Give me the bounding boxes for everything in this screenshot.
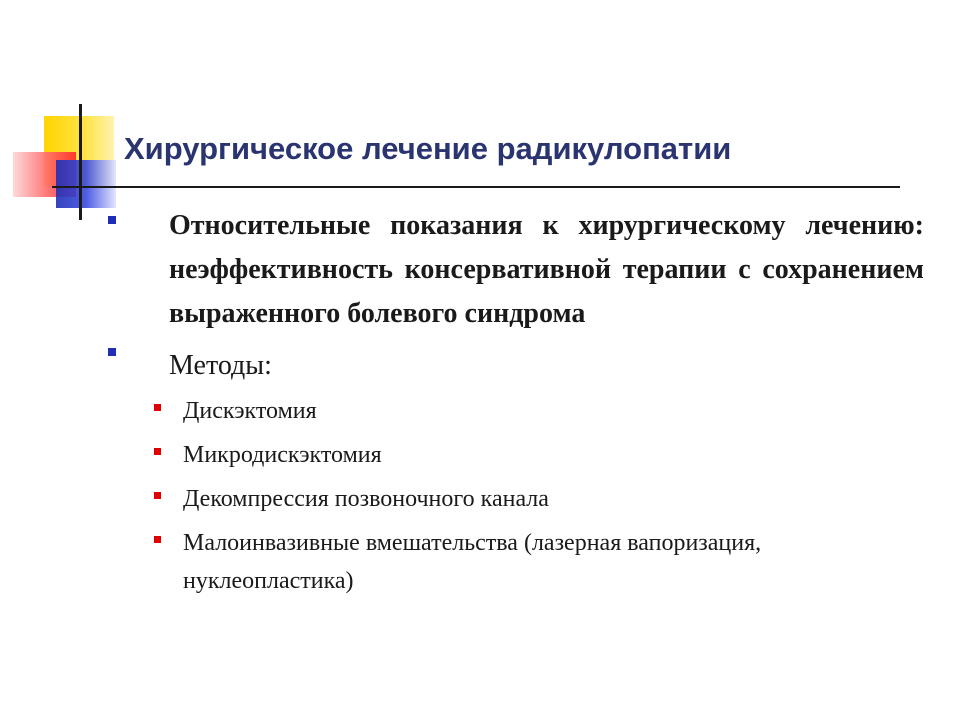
- slide-content: [108, 204, 924, 600]
- square-bullet-icon: [154, 404, 161, 411]
- list-item-text: Малоинвазивные вмешательства (лазерная вапоризация, нуклеопластика): [183, 530, 762, 594]
- list-item: [154, 480, 924, 518]
- decor-blue-square: [56, 160, 116, 208]
- title-underline: [52, 186, 900, 188]
- square-bullet-icon: [154, 492, 161, 499]
- bullet-methods: [108, 346, 924, 386]
- list-item: [154, 436, 924, 474]
- bullet-indications: [108, 204, 924, 336]
- slide-title: Хирургическое лечение радикулопатии: [124, 131, 732, 166]
- list-item: [154, 392, 924, 430]
- list-item-text: Дискэктомия: [183, 398, 317, 424]
- square-bullet-icon: [108, 216, 116, 224]
- list-item-text: Декомпрессия позвоночного канала: [183, 486, 549, 512]
- bullet-text: Относительные показания к хирургическому лечению: неэффективность консервативной терапии с сохранением выраженного болевого синдрома: [169, 210, 924, 329]
- decor-vertical-line: [79, 104, 82, 220]
- list-item-text: Микродискэктомия: [183, 442, 382, 468]
- square-bullet-icon: [154, 536, 161, 543]
- square-bullet-icon: [154, 448, 161, 455]
- methods-list: [108, 392, 924, 600]
- list-item: [154, 524, 924, 600]
- square-bullet-icon: [108, 348, 116, 356]
- bullet-text: Методы:: [169, 350, 272, 381]
